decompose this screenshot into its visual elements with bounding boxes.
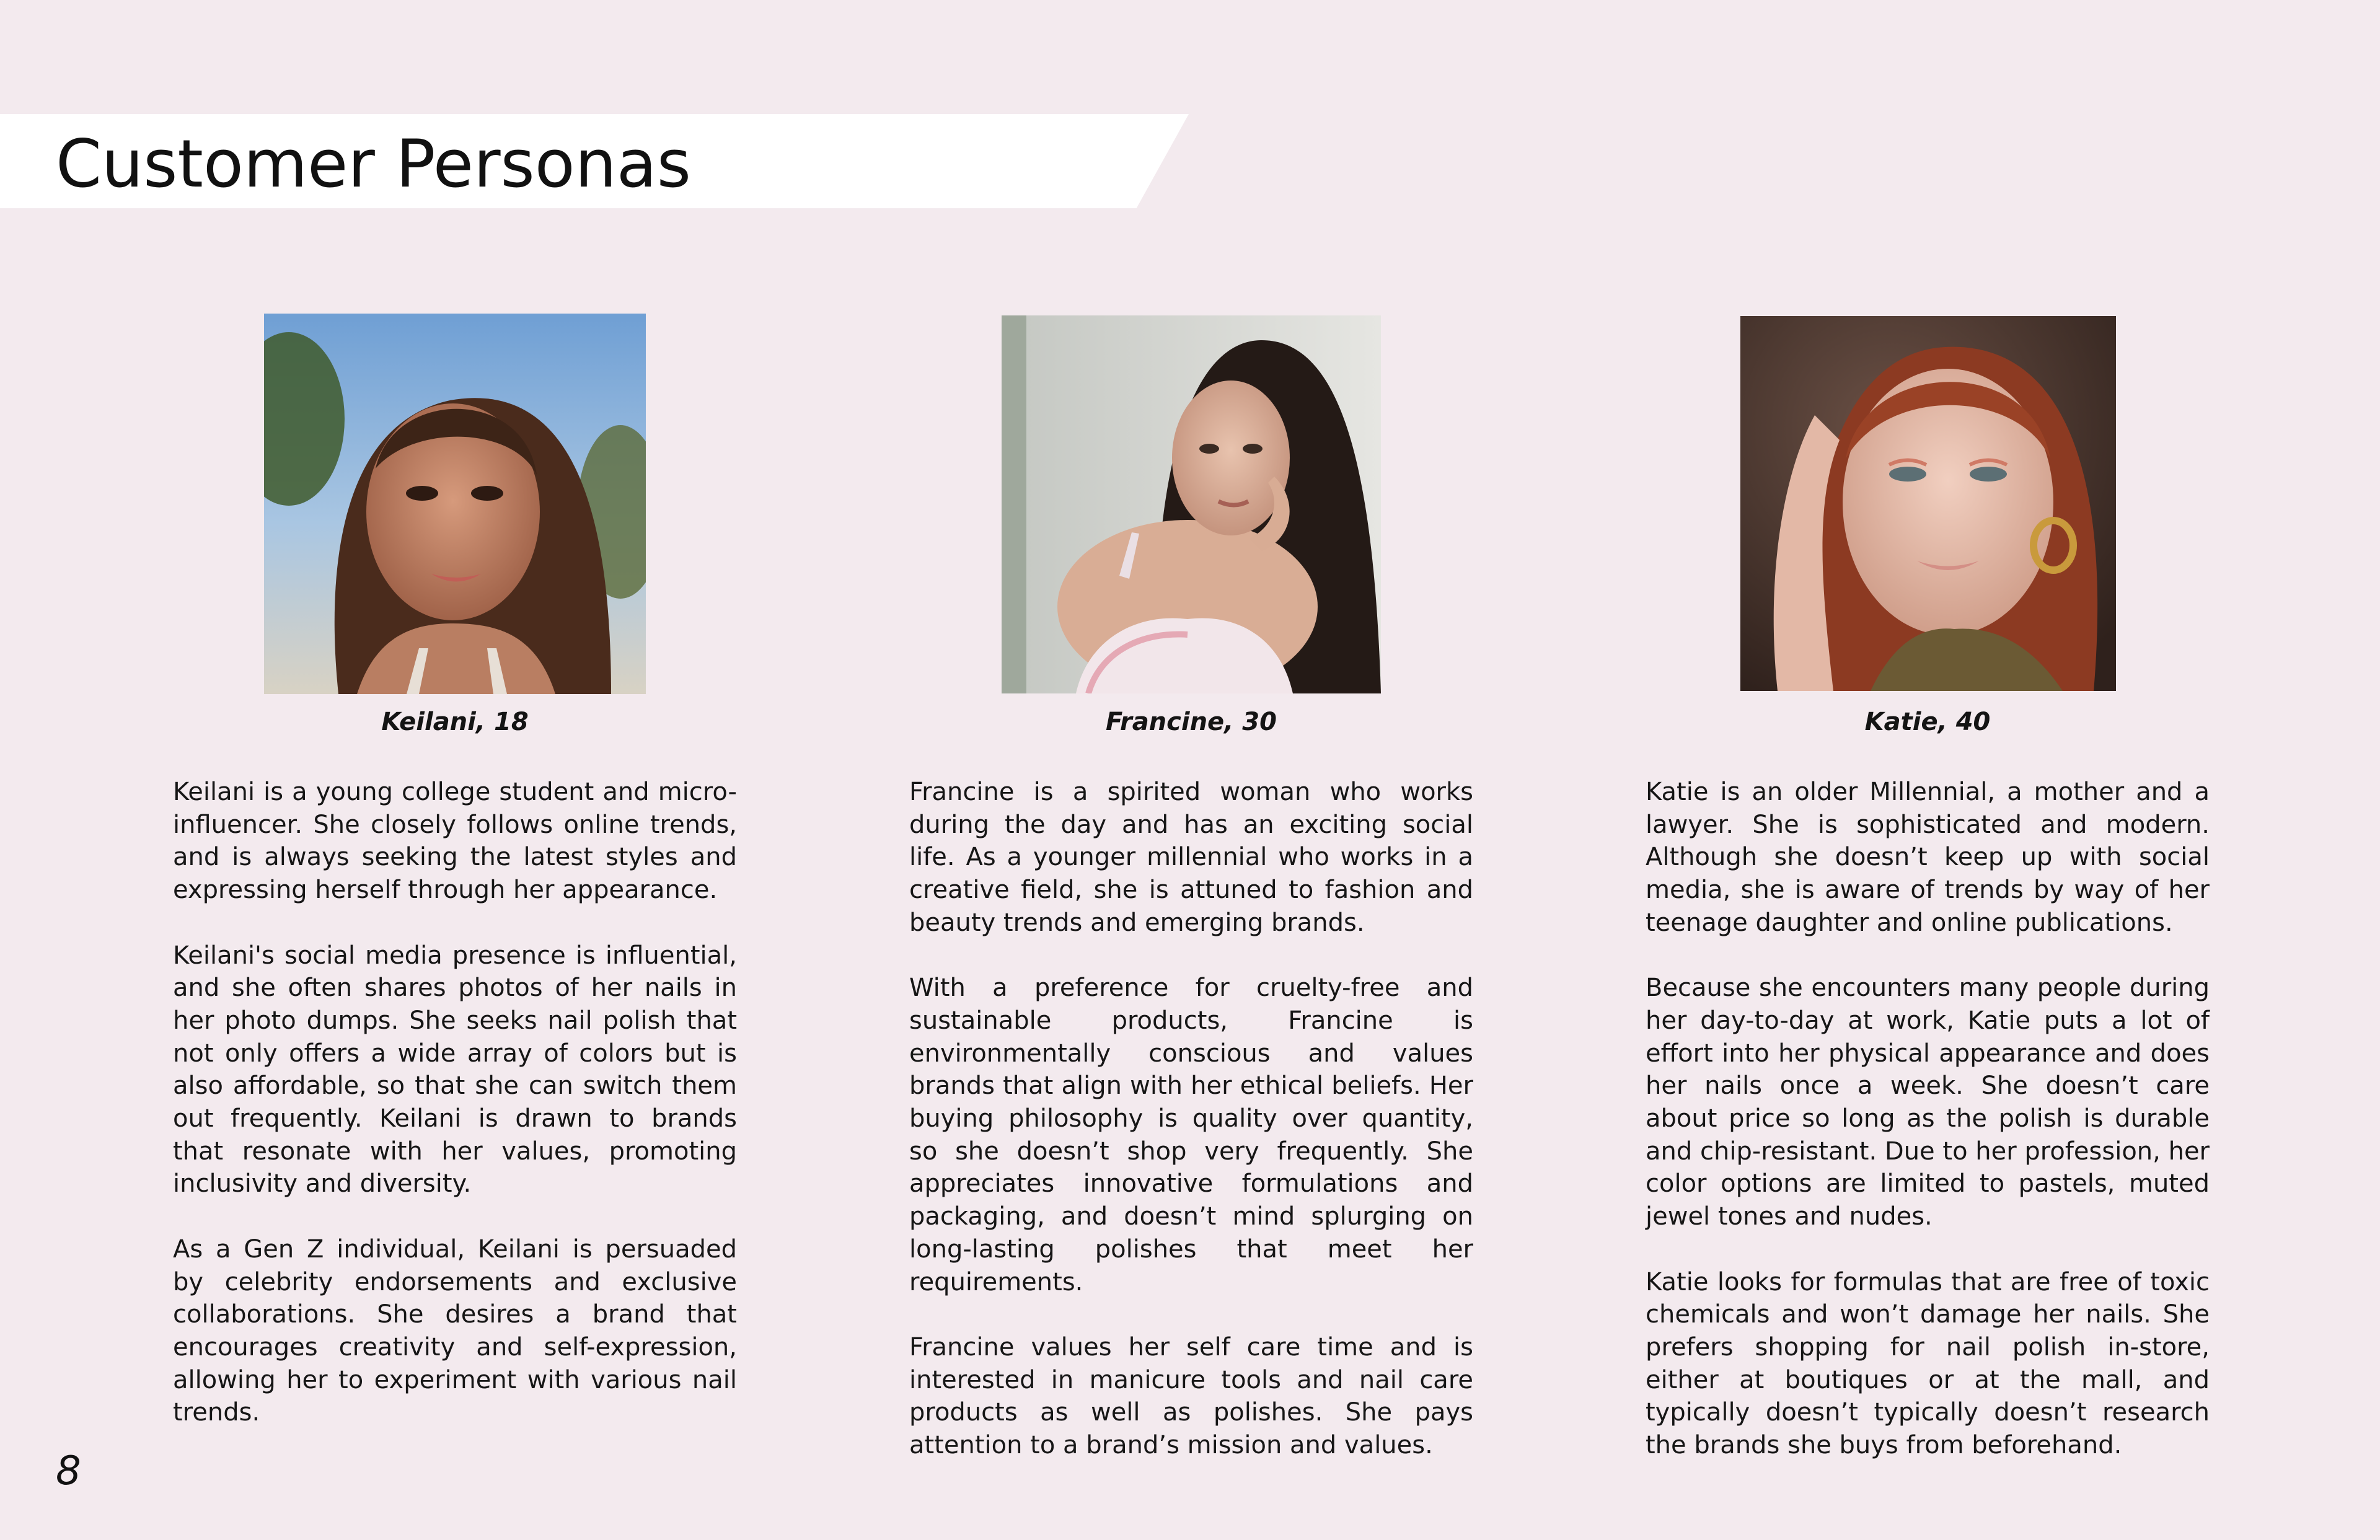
persona-paragraph: As a Gen Z individual, Keilani is persuaded by celebrity endorsements and exclusive collaborations. She desires a brand that encourages creativity and self-expression, allowing her to experiment with various nail trends.: [173, 1234, 737, 1427]
page-number: 8: [56, 1448, 81, 1494]
persona-photo-francine: [1002, 315, 1381, 693]
persona-name-katie: Katie, 40: [1864, 708, 1991, 736]
persona-paragraph: With a preference for cruelty-free and sustainable products, Francine is environmentally conscious and values brands that align with her ethical beliefs. Her buying philosophy is quality over quantity, so she doesn’t shop very frequently. She appreciates innovative formulations and packaging, and doesn’t mind splurging on long-lasting polishes that meet her requirements.: [909, 974, 1473, 1296]
persona-paragraph: Because she encounters many people during her day-to-day at work, Katie puts a lot of effort into her physical appearance and does her nails once a week. She doesn’t care about price so long as the polish is durable and chip-resistant. Due to her profession, her color options are limited to pastels, muted jewel tones and nudes.: [1646, 974, 2210, 1231]
page-title: Customer Personas: [56, 126, 691, 202]
persona-paragraph: Keilani's social media presence is influential, and she often shares photos of her nails in her photo dumps. She seeks nail polish that not only offers a wide array of colors but is also affordable, so that she can switch them out frequently. Keilani is drawn to brands that resonate with her values, promoting inclusivity and diversity.: [173, 941, 737, 1199]
persona-description-katie: [1646, 776, 2210, 1494]
persona-photo-keilani: [264, 314, 646, 694]
persona-name-francine: Francine, 30: [1106, 708, 1277, 736]
persona-paragraph: Francine values her self care time and is interested in manicure tools and nail care products as well as polishes. She pays attention to a brand’s mission and values.: [909, 1332, 1473, 1460]
persona-photo-katie: [1740, 316, 2116, 691]
persona-paragraph: Katie is an older Millennial, a mother and a lawyer. She is sophisticated and modern. Although she doesn’t keep up with social media, she is aware of trends by way of her teenage daughter and online publications.: [1646, 778, 2210, 937]
persona-description-keilani: [173, 776, 737, 1462]
persona-paragraph: Katie looks for formulas that are free of toxic chemicals and won’t damage her nails. She prefers shopping for nail polish in-store, either at boutiques or at the mall, and typically doesn’t typically doesn’t research the brands she buys from beforehand.: [1646, 1267, 2210, 1460]
persona-paragraph: Keilani is a young college student and micro-influencer. She closely follows online trends, and is always seeking the latest styles and expressing herself through her appearance.: [173, 778, 737, 905]
persona-paragraph: Francine is a spirited woman who works during the day and has an exciting social life. As a younger millennial who works in a creative field, she is attuned to fashion and beauty trends and emerging brands.: [909, 778, 1473, 937]
persona-name-keilani: Keilani, 18: [381, 708, 529, 736]
persona-description-francine: [909, 776, 1473, 1494]
